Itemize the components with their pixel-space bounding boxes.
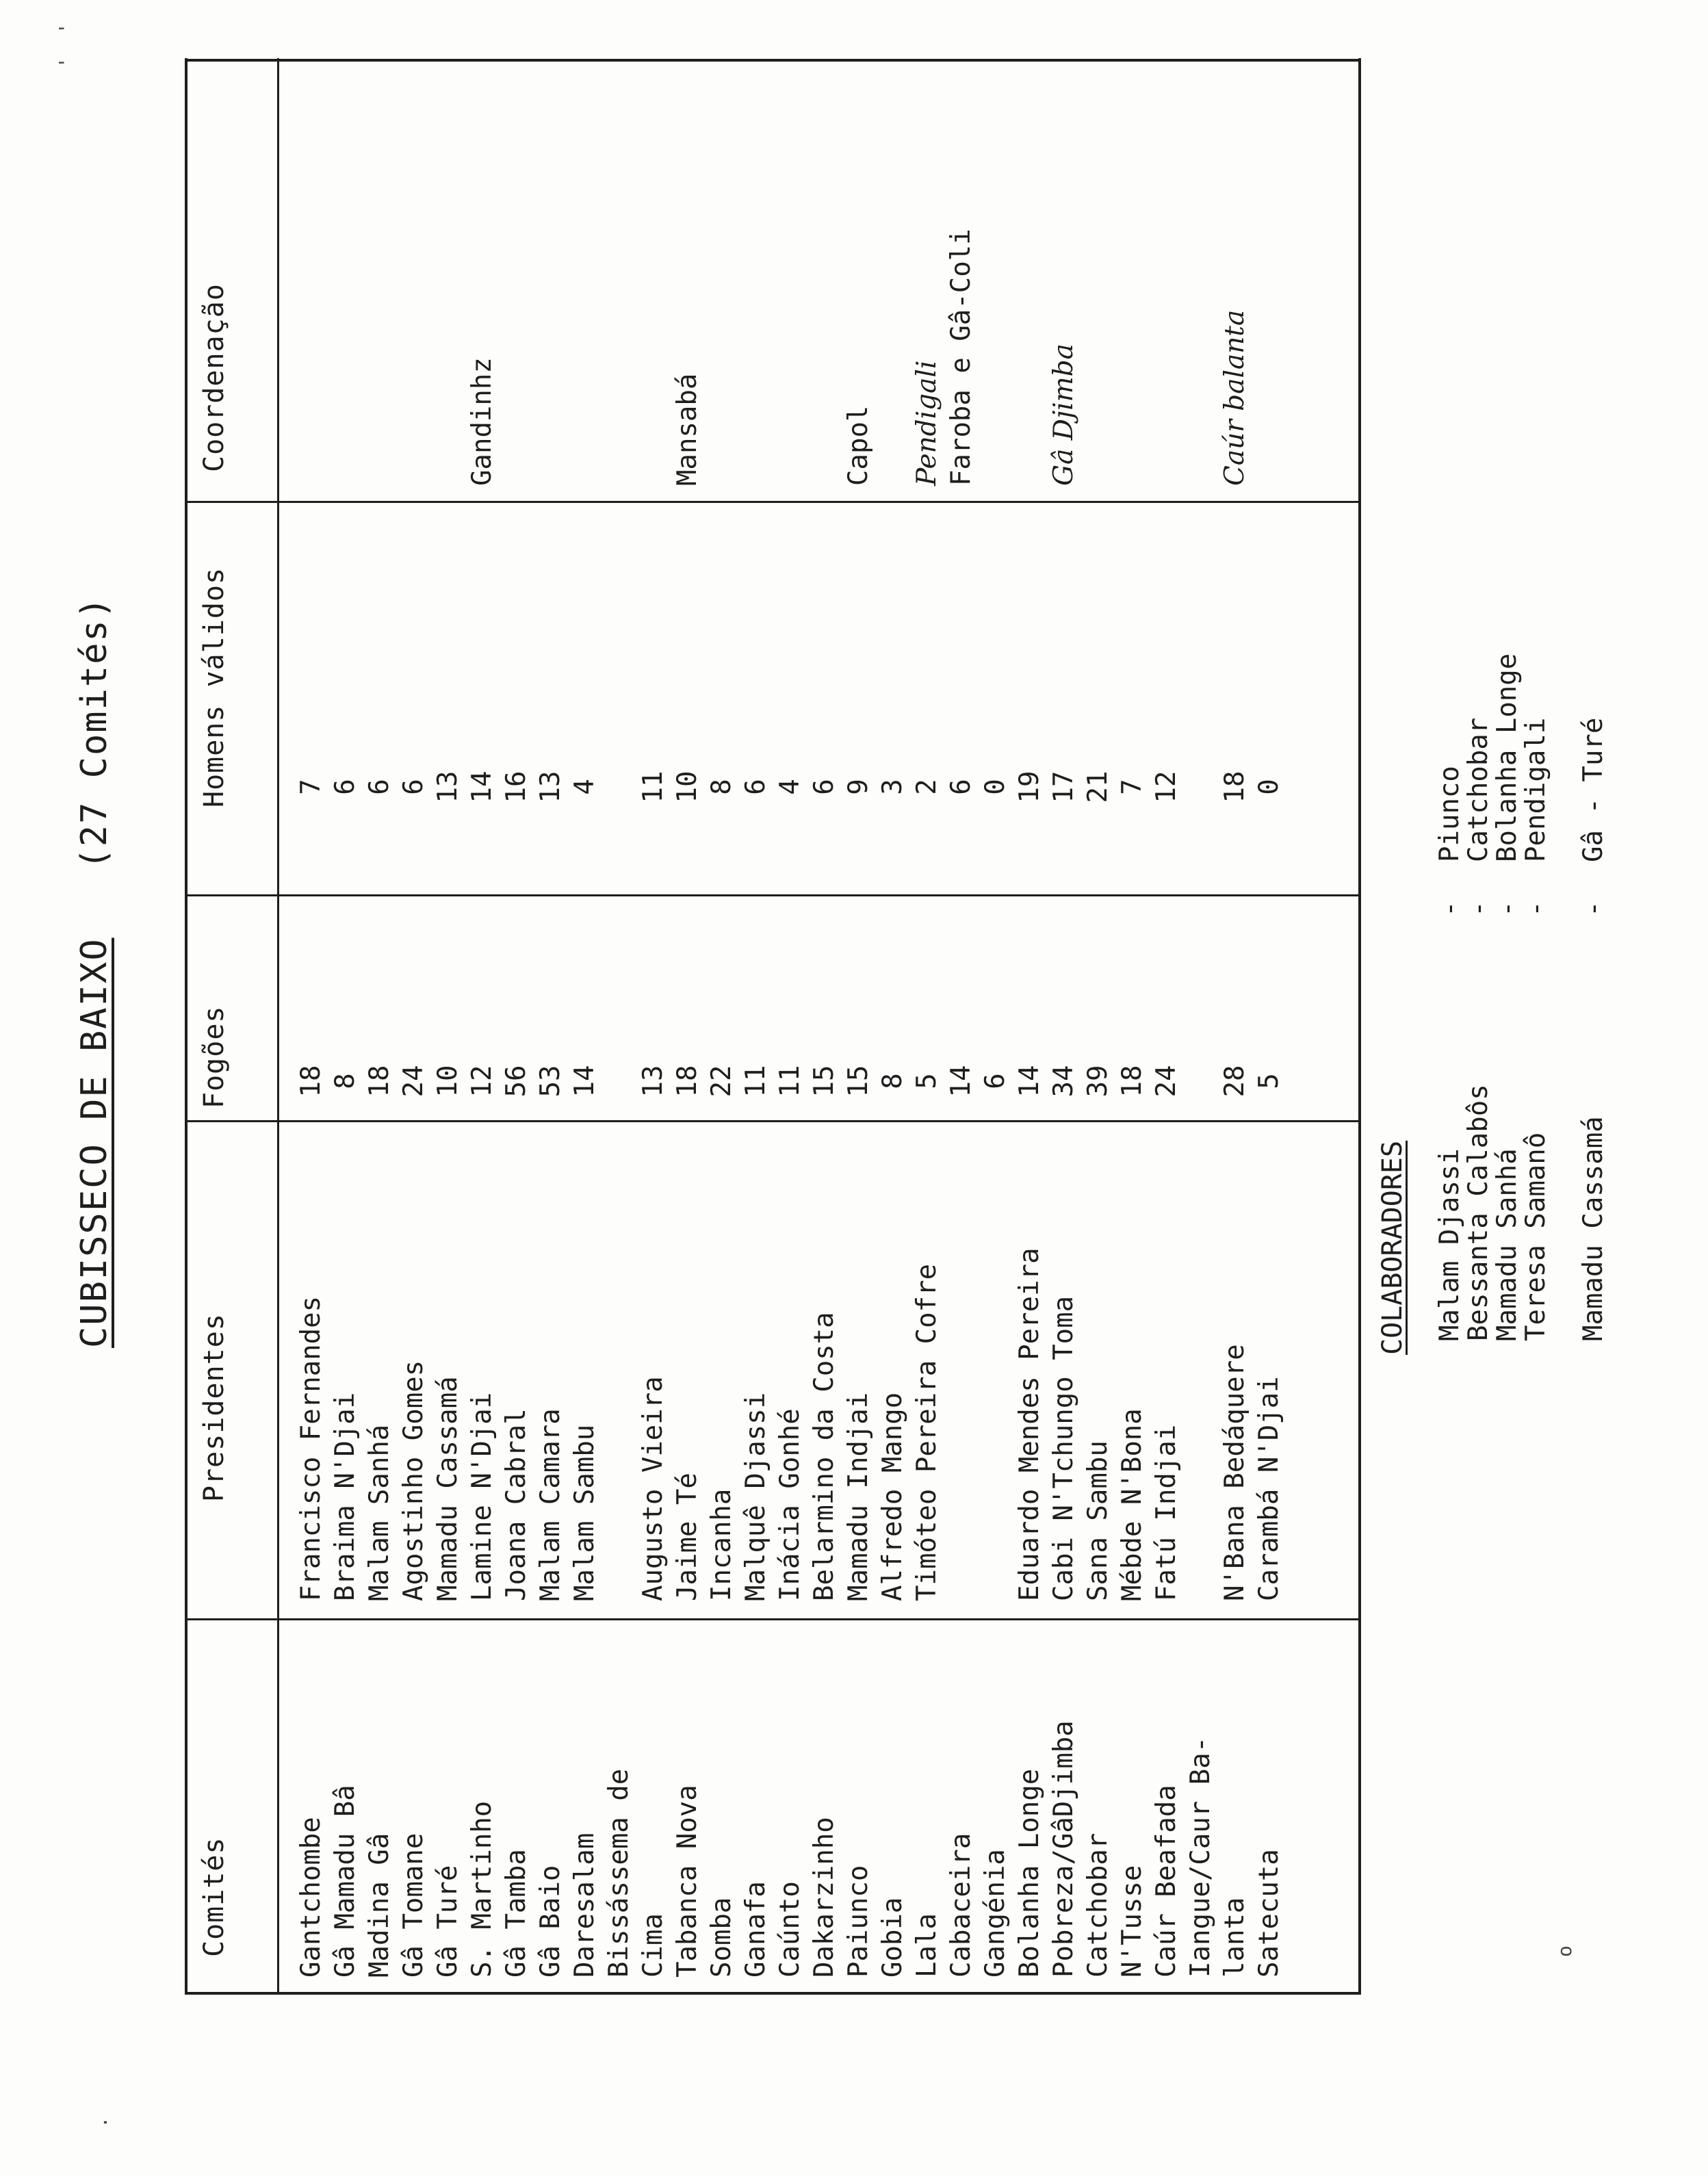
fogoes-cell: 56 [501,1065,532,1098]
presidentes-cell: Jaime Té [672,1473,703,1601]
coordenacao-cell [705,65,739,486]
colaborador-sep: - [1578,901,1609,917]
comites-cell: Gangénia [980,1849,1011,1978]
presidentes-cell: Mamadu Indjai [843,1392,874,1601]
colaborador-sep [1551,890,1579,917]
presidentes-cell: Malam Sambu [569,1424,600,1601]
presidentes-cell: Belarmino da Costa [809,1312,840,1601]
coordenacao-cell [1115,65,1150,486]
colaborador-place: Catchobar [1463,717,1494,862]
title-main: CUBISSECO DE BAIXO [74,937,115,1348]
homens-cell: 11 [638,770,669,803]
homens-cell [1184,760,1218,814]
fogoes-cell: 18 [1117,1065,1148,1098]
homens-cell: 19 [1014,770,1045,803]
fogoes-cell: 24 [398,1065,429,1098]
homens-cell: 9 [843,779,874,795]
homens-cell: 7 [296,779,326,795]
fogoes-cell: 8 [877,1073,908,1089]
presidentes-cell [979,1122,1013,1601]
comites-cell: Gâ Tomane [398,1832,429,1978]
comites-cell: S. Martinho [467,1800,497,1978]
fogoes-cell: 11 [775,1065,805,1098]
coordenacao-cell [876,65,910,486]
colaborador-sep: - [1434,901,1465,917]
presidentes-cell: Malquê Djassi [740,1392,771,1601]
homens-cell: 6 [809,779,840,795]
homens-cell: 6 [398,779,429,795]
coordenacao-cell [1150,65,1184,486]
colaborador-name: Malam Djassi [1434,1148,1465,1341]
fogoes-cell: 28 [1219,1065,1250,1098]
comites-cell: Gâ Baio [535,1865,566,1978]
presidentes-cell: Mamadu Cassamá [432,1376,463,1601]
fogoes-cell: 5 [1254,1073,1284,1089]
table-bottom-border [1358,58,1361,1995]
coordenacao-cell [1081,65,1115,486]
colaborador-sep: - [1492,901,1523,917]
comites-cell: Madina Gâ [364,1832,395,1978]
title-subtitle: (27 Comités) [74,595,115,870]
presidentes-cell: Mébde N'Bona [1117,1408,1148,1601]
comites-cell: lanta [1219,1897,1250,1978]
homens-cell: 13 [535,770,566,803]
comites-cell: Cima [638,1913,669,1978]
presidentes-cell [944,1122,979,1601]
column-coordenacao [294,65,1286,486]
coordenacao-cell [363,65,397,486]
coordenacao-cell [431,65,465,486]
colaboradores-separators [1436,890,1608,917]
margin-speck: ' [55,57,77,68]
fogoes-cell: 14 [946,1065,976,1098]
presidentes-cell: Joana Cabral [501,1408,532,1601]
presidentes-cell: Timóteo Pereira Cofre [911,1263,942,1601]
header-presidentes: Presidentes [198,1313,230,1502]
comites-cell: Caúr Beafada [1151,1785,1182,1978]
homens-cell: 7 [1117,779,1148,795]
colaboradores-places [1436,452,1608,862]
fogoes-cell: 18 [296,1065,326,1098]
comites-cell: Gâ Mamadu Bâ [330,1785,361,1978]
comites-cell: Iangue/Caur Ba- [1185,1736,1216,1978]
comites-cell: Bolanha Longe [1014,1768,1045,1978]
coordenacao-cell [1013,65,1047,486]
fogoes-cell: 15 [809,1065,840,1098]
homens-cell: 18 [1219,770,1250,803]
comites-cell: Ganafa [740,1881,771,1978]
colaboradores-title: COLABORADORES [1377,1140,1408,1355]
column-divider-4 [185,501,1361,503]
comites-cell: Caúnto [775,1881,805,1978]
colaborador-place [1551,452,1579,862]
presidentes-cell: Francisco Fernandes [296,1295,326,1601]
margin-speck: o [1553,1945,1576,1957]
comites-cell: Catchobar [1083,1832,1113,1978]
header-fogoes: Fogões [198,1005,230,1109]
homens-cell: 14 [467,770,497,803]
presidentes-cell: Carambá N'Djai [1254,1376,1284,1601]
coordenacao-cell [1184,65,1218,486]
comites-cell: Bissássema de [604,1768,634,1978]
fogoes-cell: 18 [672,1065,703,1098]
presidentes-cell: Incanha [706,1488,737,1601]
homens-cell: 4 [775,779,805,795]
homens-cell: 3 [877,779,908,795]
colaborador-place: Pendigali [1521,717,1551,862]
header-coordenacao: Coordenação [198,283,230,472]
homens-cell: 21 [1083,770,1113,803]
column-presidentes [294,1122,1286,1601]
presidentes-cell [602,1122,636,1601]
homens-cell: 6 [364,779,395,795]
coordenacao-cell: Gâ Djimba [1048,344,1079,486]
presidentes-cell: Sana Sambu [1083,1440,1113,1601]
colaborador-name [1551,931,1579,1341]
fogoes-cell: 14 [569,1065,600,1098]
presidentes-cell: Fatú Indjai [1151,1424,1182,1601]
colaborador-place: Bolanha Longe [1492,653,1523,862]
fogoes-cell: 6 [980,1073,1011,1089]
homens-cell: 0 [1254,779,1284,795]
comites-cell: Lala [911,1913,942,1978]
presidentes-cell: Agostinho Gomes [398,1360,429,1601]
coordenacao-cell [534,65,568,486]
colaborador-place: Piunco [1434,766,1465,862]
colaborador-sep: - [1463,901,1494,917]
fogoes-cell: 24 [1151,1065,1182,1098]
coordenacao-cell: Mansabá [672,373,703,486]
presidentes-cell: Malam Sanhá [364,1424,395,1601]
colaborador-name: Bessanta Calabôs [1463,1084,1494,1341]
fogoes-cell: 22 [706,1065,737,1098]
colaborador-place: Gâ - Turé [1578,717,1609,862]
column-fogoes [294,1054,1286,1109]
homens-cell: 6 [740,779,771,795]
coordenacao-cell [773,65,807,486]
colaborador-sep: - [1521,901,1551,917]
presidentes-cell: Inácia Gonhé [775,1408,805,1601]
fogoes-cell: 13 [638,1065,669,1098]
column-comites [294,1622,1286,1978]
presidentes-cell: Eduardo Mendes Pereira [1014,1247,1045,1601]
column-homens-validos [294,760,1286,814]
presidentes-cell: N'Bana Bedáquere [1219,1344,1250,1601]
fogoes-cell: 8 [330,1073,361,1089]
homens-cell: 6 [946,779,976,795]
fogoes-cell: 34 [1048,1065,1079,1098]
colaboradores-names [1436,931,1608,1341]
presidentes-cell: Malam Camara [535,1408,566,1601]
presidentes-cell: Alfredo Mango [877,1392,908,1601]
page-title [74,596,115,1348]
coordenacao-cell [807,65,842,486]
coordenacao-cell [739,65,773,486]
coordenacao-cell: Faroba e Gâ-Coli [946,229,976,486]
header-comites: Comités [198,1837,230,1957]
coordenacao-cell [294,65,328,486]
comites-cell: Tabanca Nova [672,1785,703,1978]
fogoes-cell [602,1054,636,1109]
coordenacao-cell: Gandinhz [467,357,497,486]
coordenacao-cell [397,65,431,486]
header-homens-validos: Homens válidos [198,567,230,807]
coordenacao-cell [979,65,1013,486]
fogoes-cell: 39 [1083,1065,1113,1098]
fogoes-cell: 53 [535,1065,566,1098]
comites-cell: Somba [706,1897,737,1978]
colaborador-name: Teresa Samanô [1521,1132,1551,1341]
comites-cell: Gâ Tamba [501,1849,532,1978]
homens-cell: 0 [980,779,1011,795]
homens-cell: 17 [1048,770,1079,803]
homens-cell: 12 [1151,770,1182,803]
comites-cell: Paiunco [843,1865,874,1978]
table-header-separator [277,58,279,1995]
comites-cell: Daresalam [569,1832,600,1978]
colaborador-name: Mamadu Sanhá [1492,1148,1523,1341]
presidentes-cell: Augusto Vieira [638,1376,669,1601]
column-divider-3 [185,894,1361,896]
comites-cell: Gantchombe [296,1817,326,1978]
table-left-border [185,1992,1361,1995]
presidentes-cell: Braima N'Djai [330,1392,361,1601]
margin-speck: ' [55,23,77,34]
comites-cell: Gobia [877,1897,908,1978]
presidentes-cell: Lamine N'Djai [467,1392,497,1601]
colaborador-name: Mamadu Cassamá [1578,1116,1609,1341]
column-divider-1 [185,1618,1361,1620]
comites-cell: Cabaceira [946,1832,976,1978]
coordenacao-cell: Capol [843,405,874,486]
fogoes-cell: 15 [843,1065,874,1098]
fogoes-cell: 11 [740,1065,771,1098]
fogoes-cell: 10 [432,1065,463,1098]
fogoes-cell [1184,1054,1218,1109]
coordenacao-cell [602,65,636,486]
homens-cell: 6 [330,779,361,795]
coordenacao-cell: Caúr balanta [1219,309,1250,486]
presidentes-cell [1184,1122,1218,1601]
comites-cell: Satecuta [1254,1849,1284,1978]
comites-cell: N'Tusse [1117,1865,1148,1978]
comites-cell: Pobreza/GâDjimba [1048,1720,1079,1978]
coordenacao-cell [636,65,671,486]
table-top-border [185,58,187,1995]
homens-cell [602,760,636,814]
homens-cell: 2 [911,779,942,795]
table-right-border [185,59,1361,62]
margin-speck: . [89,2116,112,2128]
comites-cell: Dakarzinho [809,1817,840,1978]
coordenacao-cell [328,65,363,486]
homens-cell: 13 [432,770,463,803]
presidentes-cell: Cabi N'Tchungo Toma [1048,1295,1079,1601]
homens-cell: 10 [672,770,703,803]
fogoes-cell: 14 [1014,1065,1045,1098]
comites-cell: Gâ Turé [432,1865,463,1978]
coordenacao-cell [500,65,534,486]
homens-cell: 16 [501,770,532,803]
coordenacao-cell: Pendigali [911,360,942,486]
homens-cell: 4 [569,779,600,795]
coordenacao-cell [1252,65,1286,486]
coordenacao-cell [568,65,602,486]
homens-cell: 8 [706,779,737,795]
fogoes-cell: 18 [364,1065,395,1098]
fogoes-cell: 12 [467,1065,497,1098]
fogoes-cell: 5 [911,1073,942,1089]
